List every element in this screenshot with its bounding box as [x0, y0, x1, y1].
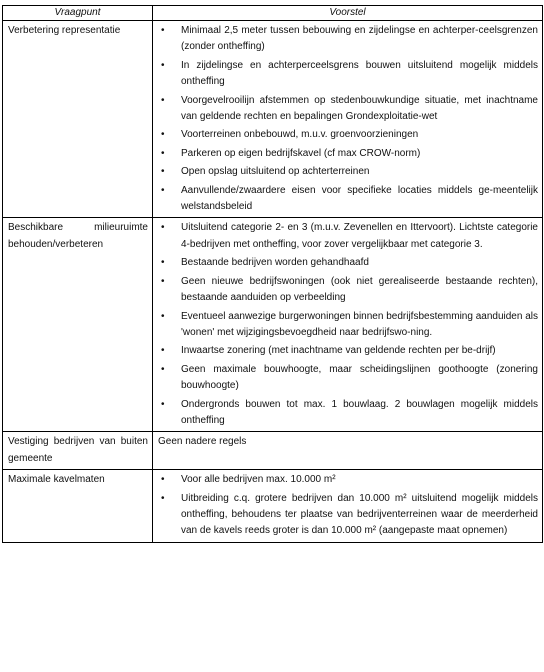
policy-table: [2, 5, 543, 543]
table-row: [3, 21, 543, 218]
header-voorstel: Voorstel: [153, 6, 543, 21]
proposal-cell: [153, 470, 543, 543]
proposal-text: Geen nadere regels: [158, 436, 247, 448]
table-row: [3, 432, 543, 470]
list-item: • Uitbreiding c.q. grotere bedrijven dan 10.000 m² uitsluitend mogelijk middels ontheffing, behoudens ter plaatse van bedrijventerreinen waar de meerderheid van de kavels reeds groter is dan 10.000 m² (aangepaste maat opnemen): [158, 491, 538, 540]
proposal-cell: [153, 218, 543, 432]
list-item: • Bestaande bedrijven worden gehandhaafd: [158, 255, 538, 271]
list-item: • Geen nieuwe bedrijfswoningen (ook niet gerealiseerde bestaande rechten), bestaande aanduiden op verbeelding: [158, 274, 538, 307]
list-item: • Voorterreinen onbebouwd, m.u.v. groenvoorzieningen: [158, 127, 538, 143]
list-item: • Parkeren op eigen bedrijfskavel (cf max CROW-norm): [158, 146, 538, 162]
header-vraagpunt: Vraagpunt: [3, 6, 153, 21]
proposal-cell: [153, 21, 543, 218]
list-item: • Open opslag uitsluitend op achterterreinen: [158, 164, 538, 180]
list-item: • Inwaartse zonering (met inachtname van geldende rechten per be-drijf): [158, 343, 538, 359]
table-header-row: [3, 6, 543, 21]
list-item: • Ondergronds bouwen tot max. 1 bouwlaag. 2 bouwlagen mogelijk middels ontheffing: [158, 397, 538, 430]
proposal-list: [158, 220, 538, 429]
list-item: • Voorgevelrooilijn afstemmen op stedenbouwkundige situatie, met inachtname van geldende rechten en bepalingen Grondexploitatie-wet: [158, 93, 538, 126]
question-cell: Vestiging bedrijven van buiten gemeente: [3, 432, 153, 470]
list-item: • Minimaal 2,5 meter tussen bebouwing en zijdelingse en achterper-ceelsgrenzen (zonder ontheffing): [158, 23, 538, 56]
list-item: • Aanvullende/zwaardere eisen voor specifieke locaties middels ge-meentelijk welstandsbeleid: [158, 183, 538, 216]
table-row: [3, 470, 543, 543]
list-item: • In zijdelingse en achterperceelsgrens bouwen uitsluitend mogelijk middels ontheffing: [158, 58, 538, 91]
question-cell: Verbetering representatie: [3, 21, 153, 218]
question-cell: Beschikbare milieuruimte behouden/verbeteren: [3, 218, 153, 432]
proposal-list: [158, 472, 538, 540]
question-cell: Maximale kavelmaten: [3, 470, 153, 543]
table-row: [3, 218, 543, 432]
proposal-list: [158, 23, 538, 215]
proposal-cell: [153, 432, 543, 470]
list-item: • Geen maximale bouwhoogte, maar scheidingslijnen goothoogte (zonering bouwhoogte): [158, 362, 538, 395]
list-item: • Eventueel aanwezige burgerwoningen binnen bedrijfsbestemming aanduiden als 'wonen' met wijzigingsbevoegdheid naar bedrijfswo-ning.: [158, 309, 538, 342]
list-item: • Voor alle bedrijven max. 10.000 m²: [158, 472, 538, 488]
list-item: • Uitsluitend categorie 2- en 3 (m.u.v. Zevenellen en Ittervoort). Lichtste categorie 4-bedrijven met ontheffing, voor zover vergelijkbaar met categorie 3.: [158, 220, 538, 253]
